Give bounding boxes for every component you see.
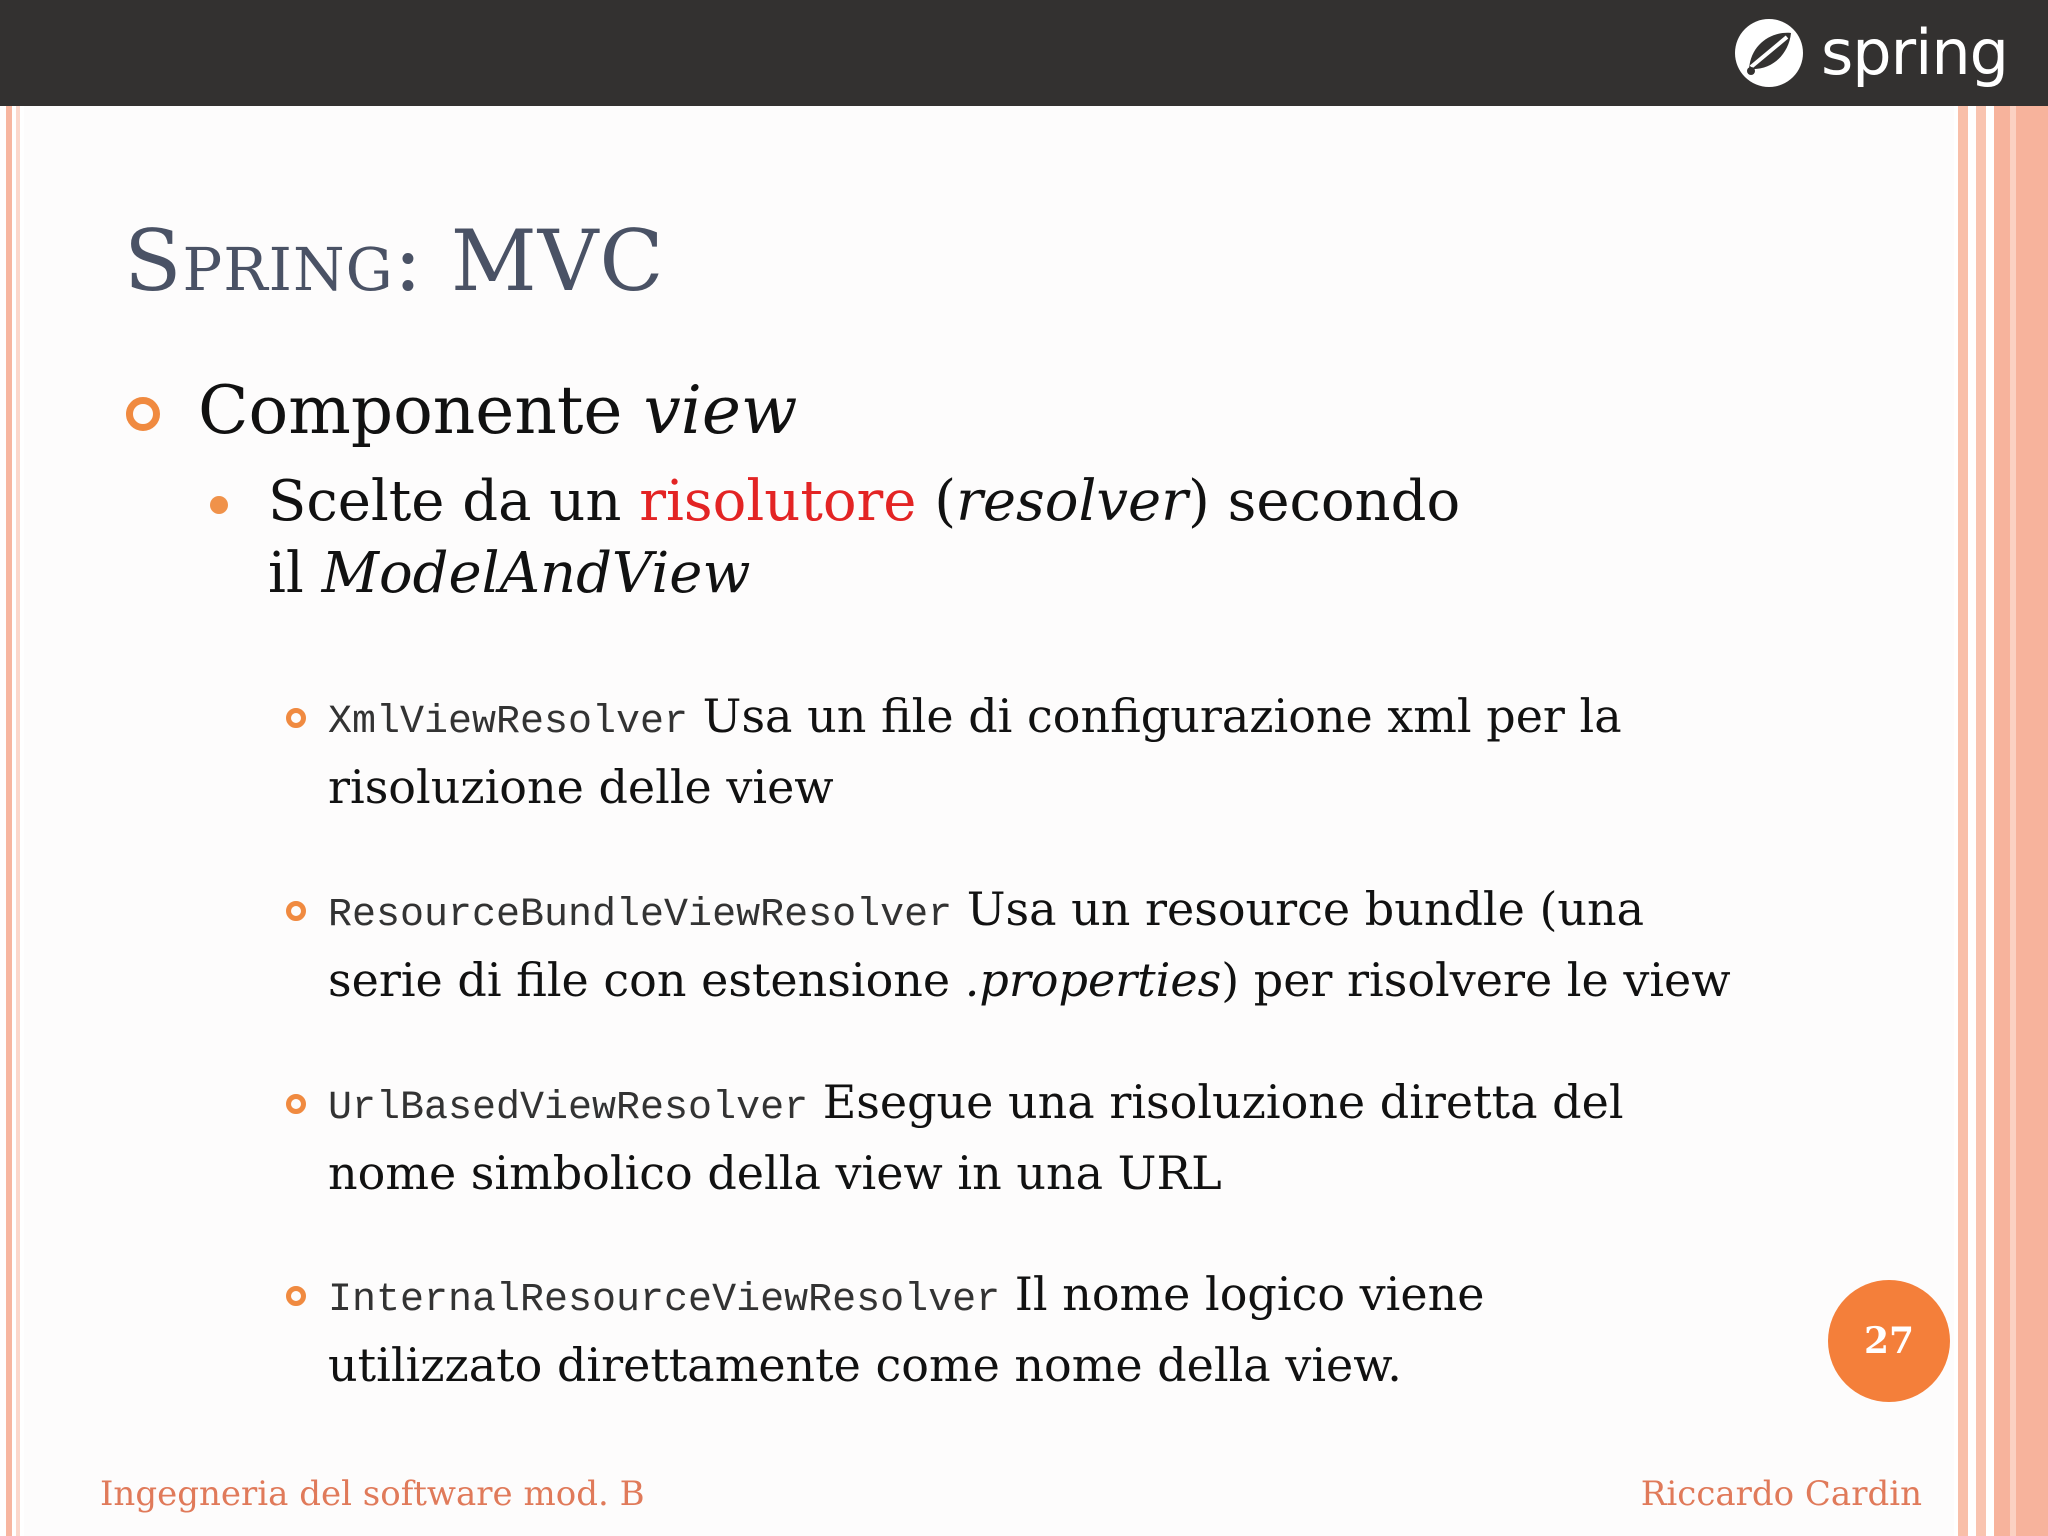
left-frame-stripe	[6, 106, 12, 1536]
resolver-text	[328, 1070, 1746, 1205]
resolver-code: UrlBasedViewResolver	[328, 1086, 809, 1131]
resolver-description: Il nome logico viene utilizzato direttamente come nome della view.	[328, 1267, 1485, 1392]
level2-part1: Scelte da un	[268, 469, 640, 534]
resolver-item-resourcebundle	[286, 877, 1746, 1012]
resolver-item-urlbased	[286, 1070, 1746, 1205]
resolver-code: XmlViewResolver	[328, 700, 689, 745]
right-frame-stripe-inner	[2010, 106, 2016, 1536]
slide-title: Spring: MVC	[124, 212, 665, 310]
spring-leaf-icon	[1729, 13, 1809, 93]
resolver-description: Esegue una risoluzione diretta del nome simbolico della view in una URL	[328, 1075, 1624, 1200]
right-frame-stripe-2	[1976, 106, 1986, 1536]
level2-text	[268, 466, 1510, 610]
resolver-text	[328, 684, 1746, 819]
level2-part2: (	[916, 469, 957, 534]
right-frame-stripe	[1958, 106, 1968, 1536]
level2-part3: ) secondo il	[268, 469, 1461, 606]
level2-bullet-item	[210, 466, 1510, 610]
left-frame-stripe-inner	[16, 106, 20, 1536]
footer-author: Riccardo Cardin	[1640, 1474, 1922, 1514]
level2-italic-resolver: resolver	[956, 469, 1188, 534]
page-number-badge: 27	[1828, 1280, 1950, 1402]
ring-bullet-icon	[286, 1286, 306, 1306]
level1-text	[198, 372, 797, 449]
resolver-code: ResourceBundleViewResolver	[328, 893, 953, 938]
spring-logo	[1729, 10, 2008, 96]
dot-bullet-icon	[210, 496, 228, 514]
resolver-text	[328, 877, 1746, 1012]
ring-bullet-icon	[126, 397, 160, 431]
level1-label: Componente	[198, 372, 644, 449]
spring-logo-text: spring	[1820, 16, 2008, 89]
resolver-code: InternalResourceViewResolver	[328, 1278, 1001, 1323]
resolver-description-end: ) per risolvere le view	[1221, 953, 1731, 1007]
ring-bullet-icon	[286, 708, 306, 728]
level2-italic-modelandview: ModelAndView	[321, 541, 751, 606]
right-frame-stripe-outer	[1994, 106, 2048, 1536]
ring-bullet-icon	[286, 901, 306, 921]
level1-bullet-item	[126, 372, 797, 449]
footer-course: Ingegneria del software mod. B	[100, 1474, 645, 1514]
resolver-description-italic: .properties	[964, 953, 1222, 1007]
level1-italic: view	[643, 372, 798, 449]
resolver-item-xml	[286, 684, 1746, 819]
top-bar	[0, 0, 2048, 106]
resolver-item-internalresource	[286, 1262, 1746, 1397]
resolver-description: Usa un file di configurazione xml per la risoluzione delle view	[328, 689, 1622, 814]
resolver-description: Usa un resource bundle (una serie di file con estensione	[328, 882, 1645, 1007]
ring-bullet-icon	[286, 1094, 306, 1114]
resolver-text	[328, 1262, 1608, 1397]
level2-highlight: risolutore	[639, 469, 917, 534]
